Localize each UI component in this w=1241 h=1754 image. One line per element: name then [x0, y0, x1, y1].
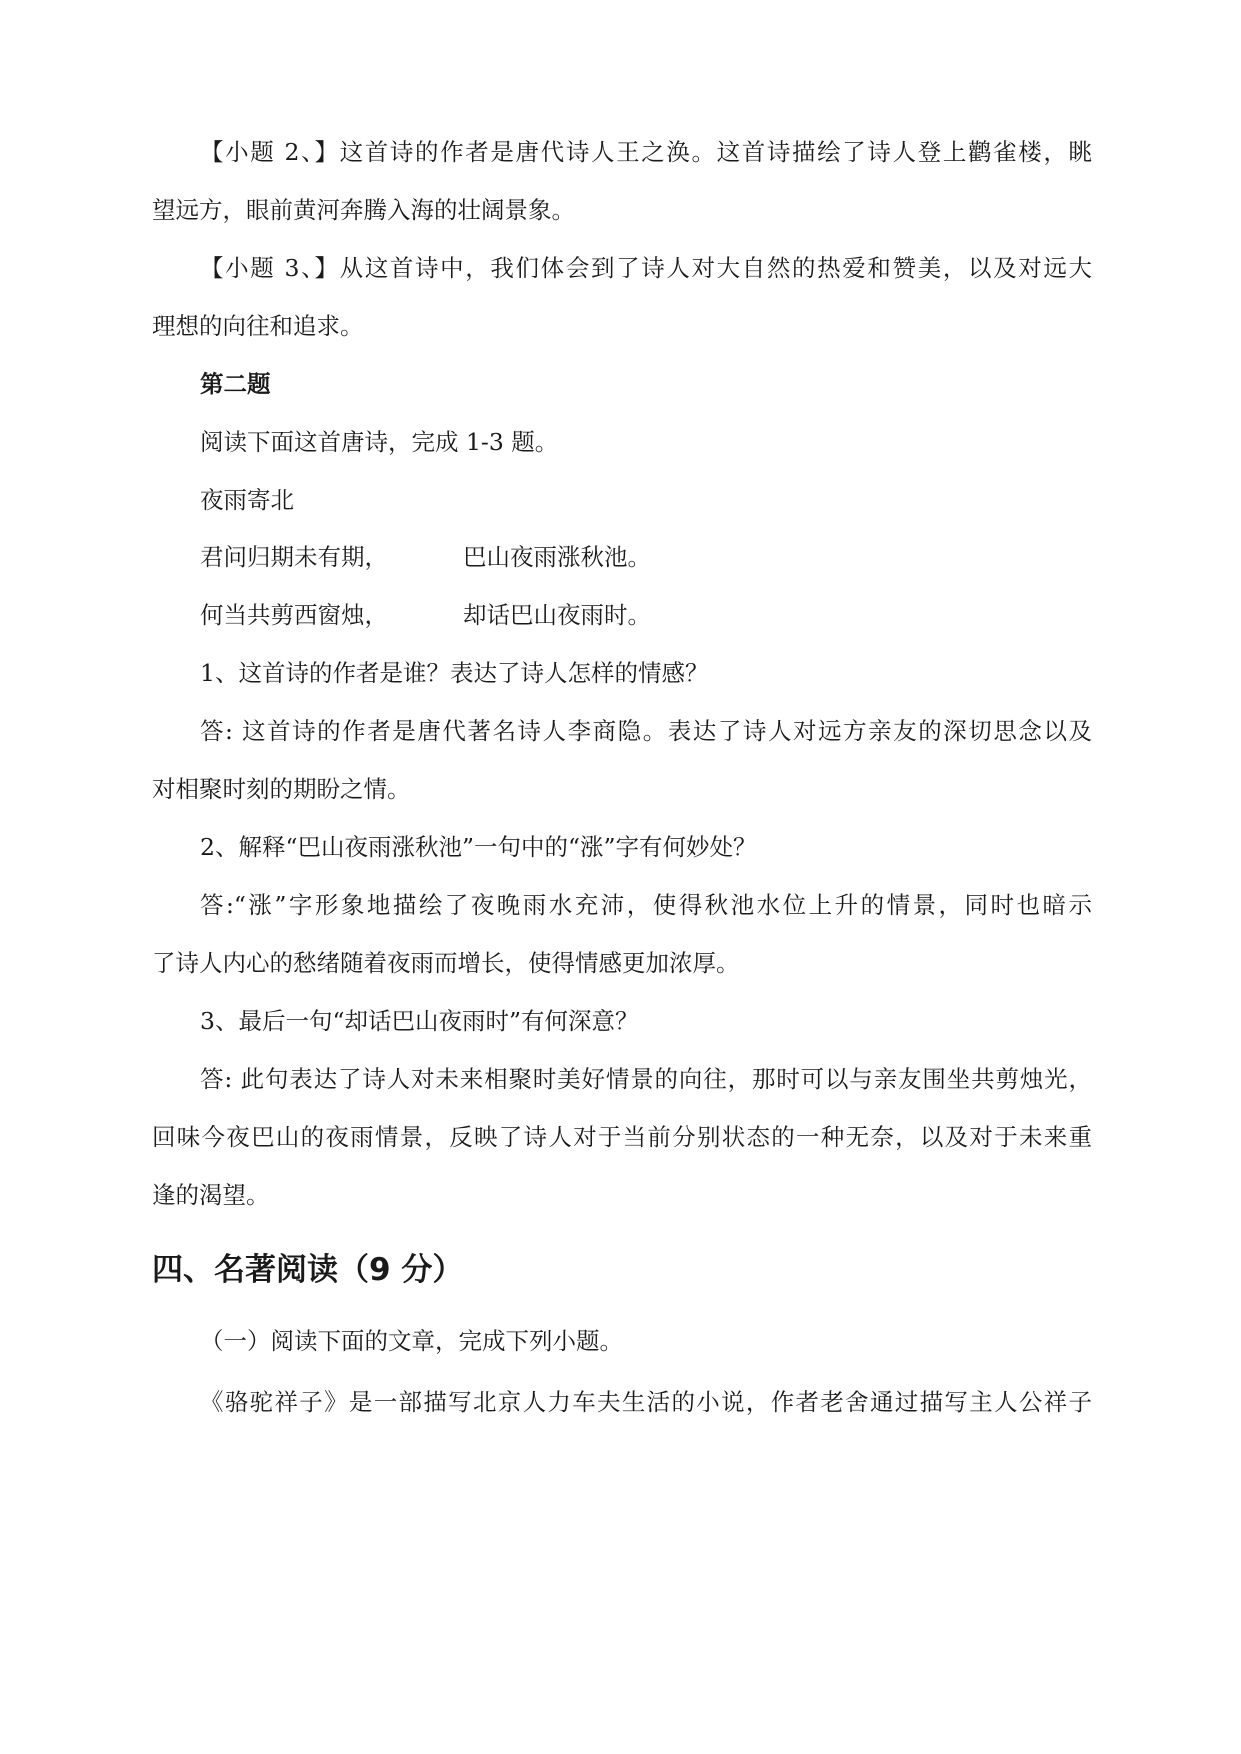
poem-line-1a: 君问归期未有期， [200, 543, 388, 571]
section-four-text-line-1: 《骆驼祥子》是一部描写北京人力车夫生活的小说，作者老舍通过描写主人公祥子 [200, 1388, 1092, 1416]
question-3: 3、最后一句“却话巴山夜雨时”有何深意？ [200, 1007, 639, 1035]
section-four-subheading: （一）阅读下面的文章，完成下列小题。 [200, 1327, 623, 1355]
poem-line-2b: 却话巴山夜雨时。 [463, 601, 651, 629]
sub-question-2-line-1: 【小题 2、】这首诗的作者是唐代诗人王之涣。这首诗描绘了诗人登上鹳雀楼，眺 [200, 138, 1092, 166]
answer-2-line-1: 答:“涨”字形象地描绘了夜晚雨水充沛，使得秋池水位上升的情景，同时也暗示 [200, 891, 1092, 919]
answer-1-line-2: 对相聚时刻的期盼之情。 [152, 775, 411, 803]
question-2: 2、解释“巴山夜雨涨秋池”一句中的“涨”字有何妙处？ [200, 833, 757, 861]
question-two-title: 第二题 [200, 370, 271, 398]
sub-question-3-line-1: 【小题 3、】从这首诗中，我们体会到了诗人对大自然的热爱和赞美，以及对远大 [200, 254, 1092, 282]
poem-line-1b: 巴山夜雨涨秋池。 [463, 543, 651, 571]
answer-3-line-2: 回味今夜巴山的夜雨情景，反映了诗人对于当前分别状态的一种无奈，以及对于未来重 [152, 1123, 1092, 1151]
question-two-instruction: 阅读下面这首唐诗，完成 1-3 题。 [200, 428, 559, 456]
sub-question-2-line-2: 望远方，眼前黄河奔腾入海的壮阔景象。 [152, 196, 575, 224]
question-1: 1、这首诗的作者是谁？表达了诗人怎样的情感？ [200, 659, 709, 687]
answer-3-line-1: 答: 此句表达了诗人对未来相聚时美好情景的向往，那时可以与亲友围坐共剪烛光， [200, 1065, 1092, 1093]
answer-3-line-3: 逢的渴望。 [152, 1181, 270, 1209]
poem-title: 夜雨寄北 [200, 486, 294, 514]
poem-line-2a: 何当共剪西窗烛， [200, 601, 388, 629]
section-four-heading: 四、名著阅读（9 分） [152, 1252, 464, 1288]
answer-1-line-1: 答: 这首诗的作者是唐代著名诗人李商隐。表达了诗人对远方亲友的深切思念以及 [200, 717, 1092, 745]
answer-2-line-2: 了诗人内心的愁绪随着夜雨而增长，使得情感更加浓厚。 [152, 949, 740, 977]
sub-question-3-line-2: 理想的向往和追求。 [152, 312, 364, 340]
